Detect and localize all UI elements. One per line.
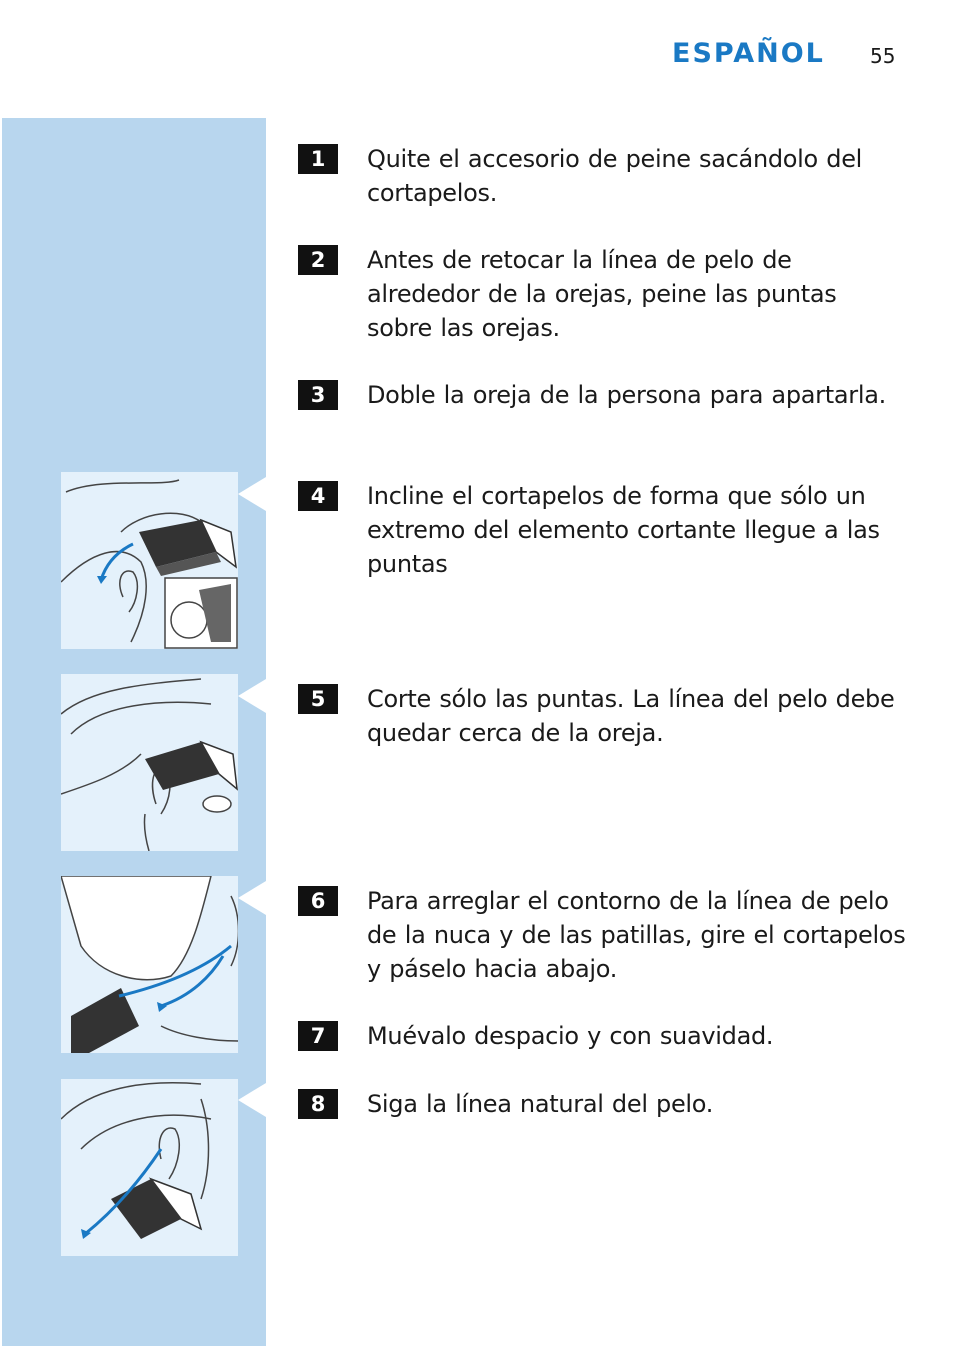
illustration-tilt-trimmer — [61, 472, 238, 649]
step-text: Muévalo despacio y con suavidad. — [367, 1022, 774, 1050]
step-number-badge: 4 — [298, 481, 338, 511]
illustration-pointer — [238, 881, 266, 915]
step-number-badge: 2 — [298, 245, 338, 275]
illustration-cut-tips — [61, 674, 238, 851]
step-text: Doble la oreja de la persona para apartarla. — [367, 381, 886, 409]
step-number-badge: 8 — [298, 1089, 338, 1119]
step-number-badge: 3 — [298, 380, 338, 410]
sideburn-trim-drawing — [61, 1079, 238, 1256]
step-text: Quite el accesorio de peine sacándolo del cortapelos. — [367, 145, 863, 207]
illustration-sideburn-outline — [61, 1079, 238, 1256]
step-number-badge: 1 — [298, 144, 338, 174]
step-number-badge: 7 — [298, 1021, 338, 1051]
step-text: Para arreglar el contorno de la línea de pelo de la nuca y de las patillas, gire el cortapelos y páselo hacia abajo. — [367, 887, 906, 983]
illustration-pointer — [238, 1083, 266, 1117]
step-text: Incline el cortapelos de forma que sólo un extremo del elemento cortante llegue a las puntas — [367, 482, 880, 578]
step-text: Corte sólo las puntas. La línea del pelo debe quedar cerca de la oreja. — [367, 685, 895, 747]
step-number-badge: 5 — [298, 684, 338, 714]
illustration-pointer — [238, 477, 266, 511]
illustration-nape-outline — [61, 876, 238, 1053]
illustration-pointer — [238, 679, 266, 713]
step-text: Siga la línea natural del pelo. — [367, 1090, 714, 1118]
step-text: Antes de retocar la línea de pelo de alrededor de la orejas, peine las puntas sobre las orejas. — [367, 246, 837, 342]
page-number: 55 — [870, 44, 896, 68]
language-title: ESPAÑOL — [672, 38, 825, 69]
ear-trim-tilt-drawing — [61, 472, 238, 649]
ear-trim-tips-drawing — [61, 674, 238, 851]
nape-trim-drawing — [61, 876, 238, 1053]
step-number-badge: 6 — [298, 886, 338, 916]
